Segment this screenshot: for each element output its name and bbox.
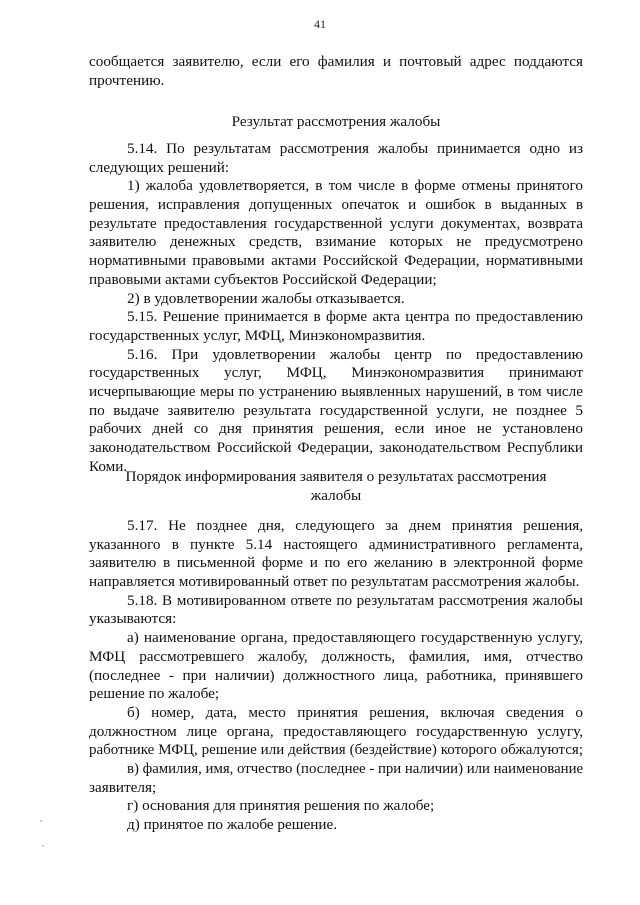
- paragraph-5-16-line: законодательством Российской Федерации, законодательством Республики: [89, 439, 583, 456]
- scan-speck: [42, 845, 44, 847]
- list-item-1-line: 1) жалоба удовлетворяется, в том числе в форме отмены принятого: [127, 177, 583, 195]
- paragraph-5-17-line: 5.17. Не позднее дня, следующего за днем принятия решения,: [127, 517, 583, 534]
- page-number: 41: [314, 17, 326, 31]
- paragraph-5-16-line: 5.16. При удовлетворении жалобы центр по предоставлению: [127, 345, 583, 363]
- paragraph-5-15-line: государственных услуг, МФЦ, Минэкономразвития.: [89, 326, 426, 344]
- list-item-1-line: заявителю денежных средств, взимание которых не предусмотрено: [89, 233, 583, 251]
- list-item-a-line: (последнее - при наличии) должностного лица, работника, принявшего: [89, 666, 583, 684]
- heading-line: жалобы: [310, 487, 362, 504]
- section-heading-informing: [89, 467, 583, 505]
- paragraph-5-16-line: Коми.: [89, 457, 128, 475]
- heading-line: Порядок информирования заявителя о результатах рассмотрения: [125, 468, 547, 485]
- list-item-b-line: должностном лице органа, предоставляющего государственную услугу,: [89, 722, 583, 740]
- heading-line: Результат рассмотрения жалобы: [231, 113, 441, 130]
- paragraph-5-16-line: рабочих дней со дня принятия решения, если иное не установлено: [89, 420, 583, 438]
- list-item-1-line: нормативными правовыми актами Российской Федерации, нормативными: [89, 252, 583, 270]
- list-item-1-line: решения, исправления допущенных опечаток и ошибок в выданных в: [89, 196, 583, 214]
- list-item-a-line: решение по жалобе;: [89, 685, 220, 703]
- list-item-1-line: правовыми актами субъектов Российской Федерации;: [89, 270, 437, 288]
- paragraph-5-15-line: 5.15. Решение принимается в форме акта центра по предоставлению: [127, 308, 583, 326]
- intro-paragraph: [89, 53, 583, 90]
- list-item-g-line: г) основания для принятия решения по жалобе;: [127, 797, 435, 815]
- paragraph-5-16-line: государственных услуг, МФЦ, Минэкономразвития принимают: [89, 364, 583, 382]
- text-line: сообщается заявителю, если его фамилия и почтовый адрес поддаются: [89, 53, 583, 70]
- list-item-d-line: д) принятое по жалобе решение.: [127, 816, 337, 833]
- list-item-b-line: работнике МФЦ, решение или действия (бездействие) которого обжалуются;: [89, 742, 583, 759]
- section-result-body: [89, 140, 583, 476]
- list-item-1-line: результате предоставления государственной услуги документах, возврата: [89, 214, 583, 232]
- paragraph-5-17-line: заявителю в письменной форме и по его желанию в электронной форме: [89, 554, 583, 572]
- paragraph-5-16-line: исчерпывающие меры по устранению выявленных нарушений, в том числе: [89, 382, 583, 400]
- list-item-a-line: МФЦ рассмотревшего жалобу, должность, фамилия, имя, отчество: [89, 647, 583, 665]
- section-informing-body: [89, 517, 583, 835]
- list-item-v-line: заявителя;: [89, 778, 157, 796]
- scan-speck: [40, 820, 42, 822]
- paragraph-5-14-line: 5.14. По результатам рассмотрения жалобы принимается одно из: [127, 140, 583, 157]
- paragraph-5-17-line: указанного в пункте 5.14 настоящего административного регламента,: [89, 535, 583, 553]
- paragraph-5-17-line: направляется мотивированный ответ по результатам рассмотрения жалобы.: [89, 573, 580, 591]
- list-item-a-line: а) наименование органа, предоставляющего государственную услугу,: [127, 629, 583, 647]
- text-line: прочтению.: [89, 71, 165, 89]
- paragraph-5-18-line: 5.18. В мотивированном ответе по результатам рассмотрения жалобы: [127, 591, 583, 609]
- list-item-2-line: 2) в удовлетворении жалобы отказывается.: [127, 289, 405, 307]
- list-item-v-line: в) фамилия, имя, отчество (последнее - при наличии) или наименование: [127, 760, 584, 777]
- paragraph-5-14-line: следующих решений:: [89, 158, 230, 176]
- list-item-b-line: б) номер, дата, место принятия решения, включая сведения о: [127, 703, 583, 721]
- paragraph-5-18-line: указываются:: [89, 610, 177, 628]
- paragraph-5-16-line: по выдаче заявителю результата государственной услуги, не позднее 5: [89, 401, 583, 419]
- section-heading-result: [89, 112, 583, 131]
